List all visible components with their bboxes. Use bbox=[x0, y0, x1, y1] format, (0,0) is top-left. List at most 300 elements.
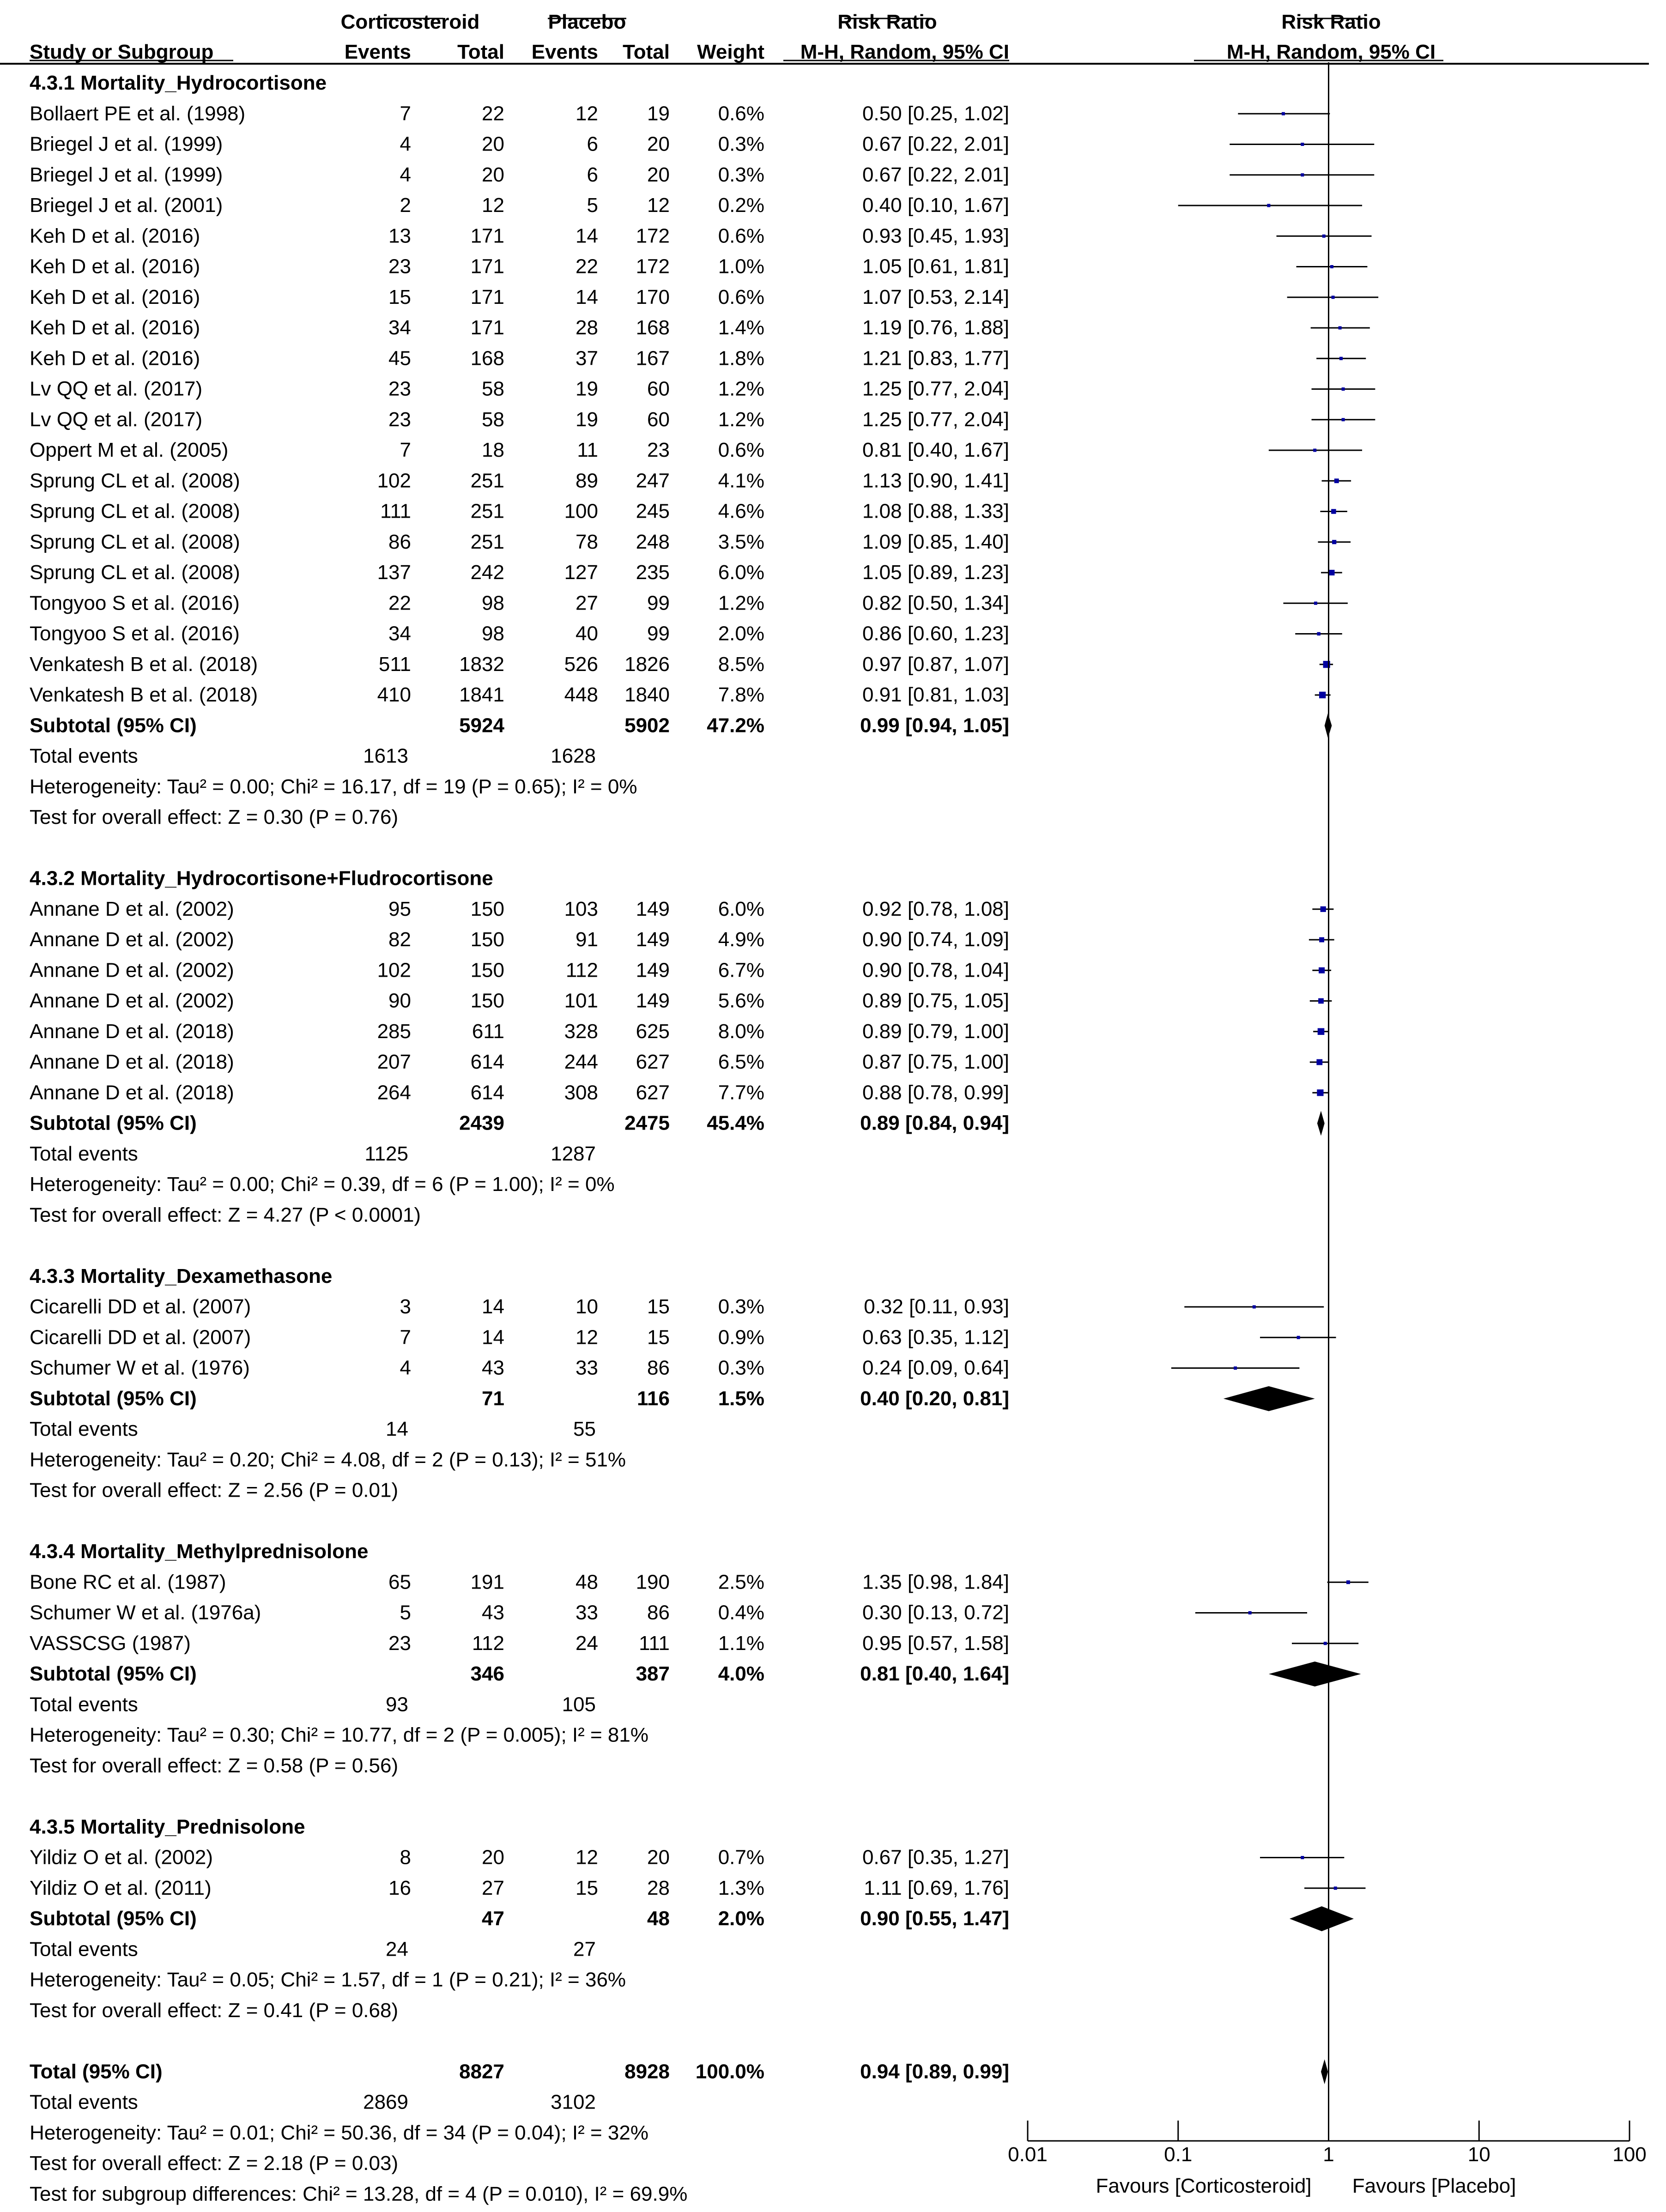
risk-ratio-ci: 1.25 [0.77, 2.04] bbox=[862, 377, 1009, 400]
risk-ratio-ci: 1.07 [0.53, 2.14] bbox=[862, 285, 1009, 308]
subgroup-title: 4.3.3 Mortality_Dexamethasone bbox=[30, 1264, 333, 1287]
pooled-estimate-diamond bbox=[1321, 2059, 1328, 2084]
weight-value: 1.0% bbox=[718, 255, 764, 278]
risk-ratio-ci: 1.25 [0.77, 2.04] bbox=[862, 408, 1009, 431]
risk-ratio-ci: 0.67 [0.22, 2.01] bbox=[862, 133, 1009, 156]
subtotal-label: Subtotal (95% CI) bbox=[30, 1907, 197, 1930]
risk-ratio-ci: 0.82 [0.50, 1.34] bbox=[862, 592, 1009, 615]
weight-value: 1.2% bbox=[718, 408, 764, 431]
events-placebo: 27 bbox=[576, 592, 598, 615]
subtotal-label: Subtotal (95% CI) bbox=[30, 1387, 197, 1410]
total-events-placebo: 3102 bbox=[551, 2091, 596, 2114]
events-placebo: 78 bbox=[576, 530, 598, 553]
total-placebo: 167 bbox=[636, 347, 670, 370]
events-corticosteroid: 4 bbox=[400, 1356, 411, 1379]
events-placebo: 91 bbox=[576, 928, 598, 951]
total-events-label: Total events bbox=[30, 1693, 138, 1716]
total-events-placebo: 27 bbox=[573, 1938, 596, 1961]
events-placebo: 40 bbox=[576, 622, 598, 645]
events-placebo: 33 bbox=[576, 1356, 598, 1379]
risk-ratio-ci: 1.19 [0.76, 1.88] bbox=[862, 316, 1009, 339]
point-estimate-marker bbox=[1339, 326, 1342, 330]
events-corticosteroid: 410 bbox=[377, 683, 411, 706]
weight-value: 0.6% bbox=[718, 285, 764, 308]
weight-value: 2.5% bbox=[718, 1571, 764, 1594]
point-estimate-marker bbox=[1318, 998, 1324, 1004]
total-events-corticosteroid: 14 bbox=[386, 1418, 408, 1440]
subtotal-label: Subtotal (95% CI) bbox=[30, 1662, 197, 1685]
total-placebo: 170 bbox=[636, 285, 670, 308]
overall-effect-text: Test for overall effect: Z = 2.18 (P = 0.03) bbox=[30, 2152, 399, 2175]
events-placebo: 112 bbox=[565, 959, 598, 982]
total-placebo: 190 bbox=[636, 1571, 670, 1594]
events-corticosteroid: 7 bbox=[400, 1326, 411, 1349]
study-name: Keh D et al. (2016) bbox=[30, 255, 200, 278]
x-tick-label: 1 bbox=[1323, 2143, 1334, 2166]
point-estimate-marker bbox=[1301, 173, 1304, 176]
subtotal-total-placebo: 48 bbox=[647, 1907, 670, 1930]
x-tick-label: 100 bbox=[1612, 2143, 1647, 2166]
subtotal-weight: 1.5% bbox=[718, 1387, 764, 1410]
weight-value: 6.5% bbox=[718, 1051, 764, 1073]
events-placebo: 24 bbox=[576, 1632, 598, 1655]
point-estimate-marker bbox=[1248, 1611, 1252, 1614]
events-placebo: 5 bbox=[587, 194, 598, 217]
total-corticosteroid: 150 bbox=[470, 989, 504, 1012]
total-events-label: Total events bbox=[30, 744, 138, 768]
total-placebo: 99 bbox=[647, 592, 670, 615]
point-estimate-marker bbox=[1297, 1336, 1300, 1339]
events-placebo: 244 bbox=[564, 1051, 598, 1073]
events-placebo: 6 bbox=[587, 133, 598, 156]
total-events-corticosteroid: 24 bbox=[386, 1938, 408, 1961]
risk-ratio-ci: 0.87 [0.75, 1.00] bbox=[862, 1051, 1009, 1073]
study-name: Yildiz O et al. (2002) bbox=[30, 1846, 213, 1869]
events-placebo: 11 bbox=[577, 439, 598, 461]
study-name: Bollaert PE et al. (1998) bbox=[30, 102, 246, 125]
total-placebo: 15 bbox=[647, 1326, 670, 1349]
x-tick-label: 10 bbox=[1467, 2143, 1490, 2166]
events-placebo: 127 bbox=[564, 561, 598, 584]
point-estimate-marker bbox=[1317, 632, 1320, 635]
total-placebo: 20 bbox=[647, 163, 670, 186]
subtotal-label: Subtotal (95% CI) bbox=[30, 714, 197, 737]
study-name: Annane D et al. (2002) bbox=[30, 989, 234, 1012]
total-corticosteroid: 1841 bbox=[459, 683, 504, 706]
pooled-estimate-diamond bbox=[1317, 1111, 1325, 1136]
total-events-corticosteroid: 2869 bbox=[363, 2091, 408, 2114]
point-estimate-marker bbox=[1342, 418, 1345, 421]
header-ci: M-H, Random, 95% CI bbox=[800, 41, 1009, 63]
point-estimate-marker bbox=[1346, 1580, 1350, 1584]
total-corticosteroid: 14 bbox=[482, 1295, 504, 1318]
weight-value: 4.6% bbox=[718, 500, 764, 523]
events-corticosteroid: 82 bbox=[388, 928, 411, 951]
total-events-corticosteroid: 1125 bbox=[364, 1142, 408, 1165]
events-corticosteroid: 23 bbox=[388, 1632, 411, 1655]
header-events-2: Events bbox=[531, 41, 598, 63]
heterogeneity-text: Heterogeneity: Tau² = 0.05; Chi² = 1.57, df = 1 (P = 0.21); I² = 36% bbox=[30, 1968, 626, 1991]
events-placebo: 14 bbox=[576, 224, 598, 248]
risk-ratio-ci: 0.93 [0.45, 1.93] bbox=[862, 224, 1009, 248]
total-ci: 0.94 [0.89, 0.99] bbox=[860, 2060, 1009, 2083]
events-corticosteroid: 95 bbox=[388, 897, 411, 920]
weight-value: 4.9% bbox=[718, 928, 764, 951]
subgroup-title: 4.3.4 Mortality_Methylprednisolone bbox=[30, 1540, 369, 1563]
total-corticosteroid: 191 bbox=[470, 1571, 504, 1594]
point-estimate-marker bbox=[1330, 265, 1333, 268]
point-estimate-marker bbox=[1321, 907, 1326, 912]
events-corticosteroid: 111 bbox=[380, 500, 411, 523]
study-name: Cicarelli DD et al. (2007) bbox=[30, 1295, 251, 1318]
weight-value: 0.9% bbox=[718, 1326, 764, 1349]
total-placebo: 60 bbox=[647, 408, 670, 431]
risk-ratio-ci: 0.86 [0.60, 1.23] bbox=[862, 622, 1009, 645]
point-estimate-marker bbox=[1318, 1028, 1325, 1035]
total-corticosteroid: 98 bbox=[482, 592, 504, 615]
subtotal-total-corticosteroid: 71 bbox=[482, 1387, 504, 1410]
events-placebo: 15 bbox=[576, 1876, 598, 1899]
total-placebo: 149 bbox=[636, 928, 670, 951]
study-name: Tongyoo S et al. (2016) bbox=[30, 622, 240, 645]
subgroup-title: 4.3.1 Mortality_Hydrocortisone bbox=[30, 72, 327, 94]
total-total-corticosteroid: 8827 bbox=[459, 2060, 504, 2083]
study-name: Lv QQ et al. (2017) bbox=[30, 377, 203, 400]
study-name: Tongyoo S et al. (2016) bbox=[30, 592, 240, 615]
study-name: Annane D et al. (2018) bbox=[30, 1051, 234, 1073]
subtotal-total-corticosteroid: 346 bbox=[470, 1662, 504, 1685]
heterogeneity-text: Heterogeneity: Tau² = 0.30; Chi² = 10.77, df = 2 (P = 0.005); I² = 81% bbox=[30, 1723, 648, 1747]
total-placebo: 149 bbox=[636, 897, 670, 920]
header-events-1: Events bbox=[344, 41, 411, 63]
risk-ratio-ci: 0.90 [0.78, 1.04] bbox=[862, 959, 1009, 982]
total-events-placebo: 1287 bbox=[551, 1142, 596, 1165]
total-placebo: 245 bbox=[636, 500, 670, 523]
subtotal-total-corticosteroid: 5924 bbox=[459, 714, 504, 737]
weight-value: 1.2% bbox=[718, 592, 764, 615]
subtotal-total-corticosteroid: 2439 bbox=[459, 1112, 504, 1135]
subtotal-total-corticosteroid: 47 bbox=[482, 1907, 504, 1930]
study-name: Venkatesh B et al. (2018) bbox=[30, 683, 258, 706]
events-corticosteroid: 264 bbox=[377, 1081, 411, 1104]
point-estimate-marker bbox=[1234, 1366, 1237, 1370]
header-plot-risk-ratio: Risk Ratio bbox=[1281, 11, 1381, 33]
events-placebo: 12 bbox=[576, 1326, 598, 1349]
weight-value: 1.2% bbox=[718, 377, 764, 400]
weight-value: 1.1% bbox=[718, 1632, 764, 1655]
study-name: Venkatesh B et al. (2018) bbox=[30, 653, 258, 676]
subtotal-label: Subtotal (95% CI) bbox=[30, 1112, 197, 1135]
point-estimate-marker bbox=[1332, 540, 1336, 544]
point-estimate-marker bbox=[1301, 1856, 1304, 1859]
weight-value: 0.2% bbox=[718, 194, 764, 217]
weight-value: 8.5% bbox=[718, 653, 764, 676]
events-placebo: 308 bbox=[564, 1081, 598, 1104]
total-placebo: 23 bbox=[647, 439, 670, 461]
total-placebo: 20 bbox=[647, 1846, 670, 1869]
overall-effect-text: Test for overall effect: Z = 2.56 (P = 0.01) bbox=[30, 1479, 399, 1502]
total-placebo: 172 bbox=[636, 224, 670, 248]
weight-value: 4.1% bbox=[718, 469, 764, 492]
events-corticosteroid: 4 bbox=[400, 133, 411, 156]
total-placebo: 247 bbox=[636, 469, 670, 492]
weight-value: 0.4% bbox=[718, 1601, 764, 1624]
weight-value: 0.6% bbox=[718, 102, 764, 125]
study-name: Yildiz O et al. (2011) bbox=[30, 1876, 212, 1899]
total-corticosteroid: 251 bbox=[470, 530, 504, 553]
risk-ratio-ci: 0.90 [0.74, 1.09] bbox=[862, 928, 1009, 951]
total-corticosteroid: 58 bbox=[482, 377, 504, 400]
weight-value: 0.3% bbox=[718, 133, 764, 156]
events-placebo: 89 bbox=[576, 469, 598, 492]
heterogeneity-text: Heterogeneity: Tau² = 0.00; Chi² = 0.39, df = 6 (P = 1.00); I² = 0% bbox=[30, 1173, 615, 1196]
total-corticosteroid: 150 bbox=[470, 928, 504, 951]
point-estimate-marker bbox=[1319, 937, 1324, 943]
overall-effect-text: Test for overall effect: Z = 0.58 (P = 0.56) bbox=[30, 1754, 399, 1777]
overall-effect-text: Test for overall effect: Z = 0.30 (P = 0.76) bbox=[30, 806, 399, 828]
events-corticosteroid: 13 bbox=[388, 224, 411, 248]
events-corticosteroid: 511 bbox=[378, 653, 411, 676]
events-placebo: 37 bbox=[576, 347, 598, 370]
weight-value: 1.8% bbox=[718, 347, 764, 370]
total-corticosteroid: 251 bbox=[470, 469, 504, 492]
study-name: Keh D et al. (2016) bbox=[30, 224, 200, 248]
total-events-label: Total events bbox=[30, 1938, 138, 1961]
events-corticosteroid: 3 bbox=[400, 1295, 411, 1318]
events-placebo: 12 bbox=[576, 102, 598, 125]
total-corticosteroid: 27 bbox=[482, 1876, 504, 1899]
total-placebo: 99 bbox=[647, 622, 670, 645]
point-estimate-marker bbox=[1253, 1305, 1256, 1309]
subgroup-difference-text: Test for subgroup differences: Chi² = 13.28, df = 4 (P = 0.010), I² = 69.9% bbox=[30, 2182, 688, 2206]
total-placebo: 248 bbox=[636, 530, 670, 553]
risk-ratio-ci: 1.05 [0.61, 1.81] bbox=[862, 255, 1009, 278]
weight-value: 7.7% bbox=[718, 1081, 764, 1104]
subtotal-total-placebo: 116 bbox=[637, 1387, 670, 1410]
weight-value: 1.3% bbox=[718, 1876, 764, 1899]
subtotal-weight: 47.2% bbox=[707, 714, 764, 737]
events-corticosteroid: 22 bbox=[388, 592, 411, 615]
total-placebo: 168 bbox=[636, 316, 670, 339]
study-name: Sprung CL et al. (2008) bbox=[30, 530, 240, 553]
events-corticosteroid: 23 bbox=[388, 377, 411, 400]
events-corticosteroid: 207 bbox=[377, 1051, 411, 1073]
weight-value: 5.6% bbox=[718, 989, 764, 1012]
events-placebo: 22 bbox=[576, 255, 598, 278]
events-placebo: 33 bbox=[576, 1601, 598, 1624]
total-placebo: 12 bbox=[647, 194, 670, 217]
risk-ratio-ci: 0.97 [0.87, 1.07] bbox=[862, 653, 1009, 676]
pooled-estimate-diamond bbox=[1269, 1662, 1361, 1686]
events-placebo: 100 bbox=[564, 500, 598, 523]
total-corticosteroid: 43 bbox=[482, 1356, 504, 1379]
subtotal-total-placebo: 2475 bbox=[624, 1112, 670, 1135]
total-placebo: 1840 bbox=[624, 683, 670, 706]
study-name: Annane D et al. (2018) bbox=[30, 1081, 234, 1104]
subtotal-ci: 0.89 [0.84, 0.94] bbox=[860, 1112, 1009, 1135]
study-name: Keh D et al. (2016) bbox=[30, 347, 200, 370]
point-estimate-marker bbox=[1334, 1886, 1337, 1890]
subgroup-title: 4.3.2 Mortality_Hydrocortisone+Fludrocortisone bbox=[30, 867, 493, 890]
risk-ratio-ci: 0.95 [0.57, 1.58] bbox=[862, 1632, 1009, 1655]
events-placebo: 19 bbox=[576, 377, 598, 400]
study-name: Sprung CL et al. (2008) bbox=[30, 561, 240, 584]
total-corticosteroid: 18 bbox=[482, 439, 504, 461]
study-name: Keh D et al. (2016) bbox=[30, 285, 200, 308]
events-corticosteroid: 23 bbox=[388, 255, 411, 278]
risk-ratio-ci: 0.67 [0.22, 2.01] bbox=[862, 163, 1009, 186]
total-placebo: 172 bbox=[636, 255, 670, 278]
total-corticosteroid: 12 bbox=[482, 194, 504, 217]
total-placebo: 19 bbox=[647, 102, 670, 125]
x-tick-label: 0.01 bbox=[1008, 2143, 1048, 2166]
total-corticosteroid: 171 bbox=[470, 316, 504, 339]
risk-ratio-ci: 0.88 [0.78, 0.99] bbox=[862, 1081, 1009, 1104]
overall-effect-text: Test for overall effect: Z = 4.27 (P < 0.0001) bbox=[30, 1203, 421, 1227]
subtotal-ci: 0.40 [0.20, 0.81] bbox=[860, 1387, 1009, 1410]
header-placebo: Placebo bbox=[548, 11, 626, 33]
point-estimate-marker bbox=[1339, 357, 1343, 360]
total-placebo: 60 bbox=[647, 377, 670, 400]
subtotal-ci: 0.90 [0.55, 1.47] bbox=[860, 1907, 1009, 1930]
total-corticosteroid: 614 bbox=[470, 1081, 504, 1104]
total-corticosteroid: 1832 bbox=[459, 653, 504, 676]
x-tick-label: 0.1 bbox=[1164, 2143, 1193, 2166]
subtotal-weight: 4.0% bbox=[718, 1662, 764, 1685]
point-estimate-marker bbox=[1331, 509, 1336, 514]
total-placebo: 20 bbox=[647, 133, 670, 156]
risk-ratio-ci: 0.50 [0.25, 1.02] bbox=[862, 102, 1009, 125]
point-estimate-marker bbox=[1332, 296, 1335, 299]
weight-value: 7.8% bbox=[718, 683, 764, 706]
point-estimate-marker bbox=[1334, 478, 1339, 483]
total-placebo: 235 bbox=[636, 561, 670, 584]
header-total-1: Total bbox=[457, 41, 504, 63]
point-estimate-marker bbox=[1316, 1059, 1322, 1065]
events-corticosteroid: 137 bbox=[377, 561, 411, 584]
total-weight: 100.0% bbox=[695, 2060, 764, 2083]
overall-effect-text: Test for overall effect: Z = 0.41 (P = 0.68) bbox=[30, 1999, 399, 2022]
heterogeneity-text: Heterogeneity: Tau² = 0.00; Chi² = 16.17, df = 19 (P = 0.65); I² = 0% bbox=[30, 775, 637, 798]
events-corticosteroid: 8 bbox=[400, 1846, 411, 1869]
point-estimate-marker bbox=[1319, 967, 1325, 973]
events-corticosteroid: 5 bbox=[400, 1601, 411, 1624]
point-estimate-marker bbox=[1317, 1089, 1323, 1096]
weight-value: 6.0% bbox=[718, 897, 764, 920]
subtotal-ci: 0.81 [0.40, 1.64] bbox=[860, 1662, 1009, 1685]
events-corticosteroid: 7 bbox=[400, 102, 411, 125]
total-corticosteroid: 171 bbox=[470, 224, 504, 248]
total-placebo: 149 bbox=[636, 989, 670, 1012]
total-corticosteroid: 112 bbox=[472, 1632, 504, 1655]
events-corticosteroid: 16 bbox=[388, 1876, 411, 1899]
favours-left-label: Favours [Corticosteroid] bbox=[1096, 2175, 1312, 2197]
weight-value: 1.4% bbox=[718, 316, 764, 339]
total-events-placebo: 55 bbox=[573, 1418, 596, 1440]
events-placebo: 12 bbox=[576, 1846, 598, 1869]
weight-value: 0.6% bbox=[718, 439, 764, 461]
point-estimate-marker bbox=[1342, 387, 1345, 391]
total-events-placebo: 105 bbox=[562, 1693, 596, 1716]
pooled-estimate-diamond bbox=[1224, 1386, 1315, 1411]
point-estimate-marker bbox=[1313, 449, 1316, 452]
risk-ratio-ci: 0.67 [0.35, 1.27] bbox=[862, 1846, 1009, 1869]
events-corticosteroid: 34 bbox=[388, 316, 411, 339]
header-corticosteroid: Corticosteroid bbox=[340, 11, 480, 33]
total-corticosteroid: 611 bbox=[472, 1020, 504, 1043]
events-placebo: 101 bbox=[564, 989, 598, 1012]
weight-value: 6.0% bbox=[718, 561, 764, 584]
events-corticosteroid: 102 bbox=[377, 469, 411, 492]
study-name: Briegel J et al. (1999) bbox=[30, 133, 223, 156]
events-placebo: 103 bbox=[564, 897, 598, 920]
total-placebo: 1826 bbox=[624, 653, 670, 676]
events-corticosteroid: 7 bbox=[400, 439, 411, 461]
events-placebo: 28 bbox=[576, 316, 598, 339]
risk-ratio-ci: 1.09 [0.85, 1.40] bbox=[862, 530, 1009, 553]
weight-value: 0.3% bbox=[718, 163, 764, 186]
total-corticosteroid: 614 bbox=[470, 1051, 504, 1073]
study-name: Keh D et al. (2016) bbox=[30, 316, 200, 339]
events-placebo: 6 bbox=[587, 163, 598, 186]
study-name: Annane D et al. (2018) bbox=[30, 1020, 234, 1043]
point-estimate-marker bbox=[1324, 1642, 1327, 1645]
risk-ratio-ci: 0.30 [0.13, 0.72] bbox=[862, 1601, 1009, 1624]
risk-ratio-ci: 1.11 [0.69, 1.76] bbox=[864, 1876, 1009, 1899]
events-corticosteroid: 23 bbox=[388, 408, 411, 431]
weight-value: 0.6% bbox=[718, 224, 764, 248]
risk-ratio-ci: 0.89 [0.79, 1.00] bbox=[862, 1020, 1009, 1043]
study-name: Annane D et al. (2002) bbox=[30, 897, 234, 920]
events-corticosteroid: 285 bbox=[377, 1020, 411, 1043]
total-corticosteroid: 22 bbox=[482, 102, 504, 125]
total-label: Total (95% CI) bbox=[30, 2060, 163, 2083]
total-total-placebo: 8928 bbox=[624, 2060, 670, 2083]
events-corticosteroid: 45 bbox=[388, 347, 411, 370]
point-estimate-marker bbox=[1301, 143, 1304, 146]
total-placebo: 15 bbox=[647, 1295, 670, 1318]
events-corticosteroid: 2 bbox=[400, 194, 411, 217]
point-estimate-marker bbox=[1314, 602, 1317, 605]
study-name: Lv QQ et al. (2017) bbox=[30, 408, 203, 431]
total-placebo: 627 bbox=[636, 1081, 670, 1104]
total-placebo: 625 bbox=[636, 1020, 670, 1043]
weight-value: 0.3% bbox=[718, 1295, 764, 1318]
favours-right-label: Favours [Placebo] bbox=[1352, 2175, 1516, 2197]
total-events-placebo: 1628 bbox=[551, 744, 596, 768]
events-corticosteroid: 15 bbox=[388, 285, 411, 308]
total-corticosteroid: 171 bbox=[470, 285, 504, 308]
risk-ratio-ci: 1.35 [0.98, 1.84] bbox=[862, 1571, 1009, 1594]
total-corticosteroid: 98 bbox=[482, 622, 504, 645]
total-corticosteroid: 150 bbox=[470, 959, 504, 982]
total-corticosteroid: 171 bbox=[470, 255, 504, 278]
total-corticosteroid: 20 bbox=[482, 1846, 504, 1869]
weight-value: 8.0% bbox=[718, 1020, 764, 1043]
study-name: Bone RC et al. (1987) bbox=[30, 1571, 226, 1594]
risk-ratio-ci: 0.63 [0.35, 1.12] bbox=[862, 1326, 1009, 1349]
study-name: Briegel J et al. (1999) bbox=[30, 163, 223, 186]
risk-ratio-ci: 0.24 [0.09, 0.64] bbox=[862, 1356, 1009, 1379]
study-name: Sprung CL et al. (2008) bbox=[30, 469, 240, 492]
total-placebo: 28 bbox=[647, 1876, 670, 1899]
weight-value: 3.5% bbox=[718, 530, 764, 553]
total-events-label: Total events bbox=[30, 1142, 138, 1165]
risk-ratio-ci: 0.92 [0.78, 1.08] bbox=[862, 897, 1009, 920]
events-corticosteroid: 86 bbox=[388, 530, 411, 553]
header-total-2: Total bbox=[623, 41, 670, 63]
total-corticosteroid: 168 bbox=[470, 347, 504, 370]
